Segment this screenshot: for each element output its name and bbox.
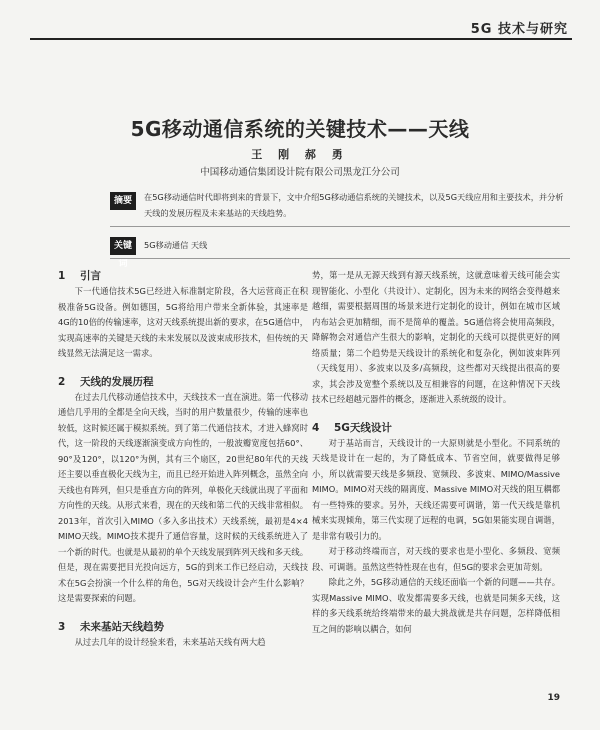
section-4-paragraph-2: 对于移动终端而言，对天线的要求也是小型化、多频段、宽频段、可调谐。虽然这些特性现在也有，但5G的要求会更加苛刻。 (312, 546, 560, 572)
abstract-rule (110, 226, 570, 227)
left-column (58, 268, 308, 650)
section-3-title: 未来基站天线趋势 (80, 620, 164, 633)
section-3-heading (58, 619, 308, 635)
section-4-title: 5G天线设计 (334, 421, 392, 434)
section-2-paragraph: 在过去几代移动通信技术中，天线技术一直在演进。第一代移动通信几乎用的全都是全向天线，当时的用户数量很少，传输的速率也较低，这时候还属于模拟系统。到了第二代通信技术，才进入蜂窝时代，这一阶段的天线逐渐演变成方向性的，一般波瓣宽度包括60°、90°及120°，以120°为例，其有三个扇区，20世纪80年代的天线还主要以垂直极化天线为主，而且已经开始进入阵列概念，虽然全向天线也有阵列，但只是垂直方向的阵列，单极化天线就出现了平面和方向性的天线。从形式来看，现在的天线和第二代的天线非常相似。2013年，首次引入MIMO（多入多出技术）天线系统，最初是4×4 MIMO天线。MIMO技术提升了通信容量，这时候的天线系统进入了一个新的时代。也就是从最初的单个天线发展到阵列天线和多天线。但是，现在需要把目光投向远方，5G的到来工作已经启动，天线技术在5G会扮演一个什么样的角色，5G对天线设计会产生什么影响？这是需要探索的问题。 (58, 391, 308, 603)
section-1-number: 1 (58, 270, 66, 282)
section-label: 5G 技术与研究 (470, 22, 568, 37)
section-3-continued-paragraph: 势，第一是从无源天线到有源天线系统，这就意味着天线可能会实现智能化、小型化（共设计）、定制化，因为未来的网络会变得越来越细，需要根据周围的场景来进行定制化的设计，例如在城市区域内布站会更加精细，而不是简单的覆盖。5G通信将会使用高频段，降解物会对通信产生很大的影响，定制化的天线可以提供更好的网络质量；第二个趋势是天线设计的系统化和复杂化，例如波束阵列（天线复用）、多波束以及多/高频段，这些都对天线提出很高的要求，其会涉及宽整个系统以及互相兼容的问题，在这种情况下天线技术已经超越元器件的概念，逐渐进入系统级的设计。 (312, 270, 560, 404)
section-4-number: 4 (312, 421, 320, 434)
section-4-heading (312, 420, 560, 436)
page-number: 19 (547, 693, 560, 703)
abstract-badge: 摘要 (110, 192, 136, 210)
section-3-paragraph: 从过去几年的设计经验来看，未来基站天线有两大趋 (74, 636, 266, 647)
affiliation: 中国移动通信集团设计院有限公司黑龙江分公司 (200, 167, 400, 178)
section-3-number: 3 (58, 620, 66, 633)
article-title: 5G移动通信系统的关键技术——天线 (130, 117, 470, 141)
section-4-paragraph-3: 除此之外，5G移动通信的天线还面临一个新的问题——共存。实现Massive MIMO、收发都需要多天线，也就是同频多天线，这样的多天线系统给终端带来的最大挑战就是共存问题，怎样降低相互之间的影响以耦合，如何 (312, 577, 560, 634)
right-column (312, 268, 560, 637)
section-2-heading (58, 374, 308, 390)
header-rule (30, 38, 572, 40)
section-1-paragraph: 下一代通信技术5G已经进入标准制定阶段，各大运营商正在积极准备5G设备。例如德国，5G将给用户带来全新体验，其速率是4G的10倍的传输速率，这对天线系统提出新的要求，在5G通信中，实现高速率的关键是天线的未来发展以及波束成形技术，但传统的天线显然无法满足这一需求。 (58, 286, 308, 358)
section-2-number: 2 (58, 375, 66, 388)
keyword-rule (110, 258, 570, 259)
section-1-title: 引言 (80, 270, 101, 282)
section-2-title: 天线的发展历程 (80, 375, 154, 388)
abstract-text: 在5G移动通信时代即将到来的背景下，文中介绍5G移动通信系统的关键技术，以及5G天线应用和主要技术，并分析天线的发展历程及未来基站的天线趋势。 (144, 192, 564, 218)
section-1-heading (58, 268, 308, 284)
authors: 王 刚 郝 勇 (251, 148, 349, 161)
keyword-text: 5G移动通信 天线 (144, 240, 208, 250)
keyword-badge: 关键词 (110, 237, 136, 255)
section-4-paragraph-1: 对于基站而言，天线设计的一大原则就是小型化。不同系统的天线是设计在一起的，为了降低成本、节省空间，就要做得足够小，所以就需要天线是多频段、宽频段、多波束、MIMO/Massive MIMO。MIMO对天线的隔离度、Massive MIMO对天线的阻互耦都有一些特殊的要求。另外，天线还需要可调谐，第一代天线是靠机械来实现倾角，第三代实现了远程的电调，5G如果能实现自调谐，是非常有吸引力的。 (312, 437, 560, 541)
